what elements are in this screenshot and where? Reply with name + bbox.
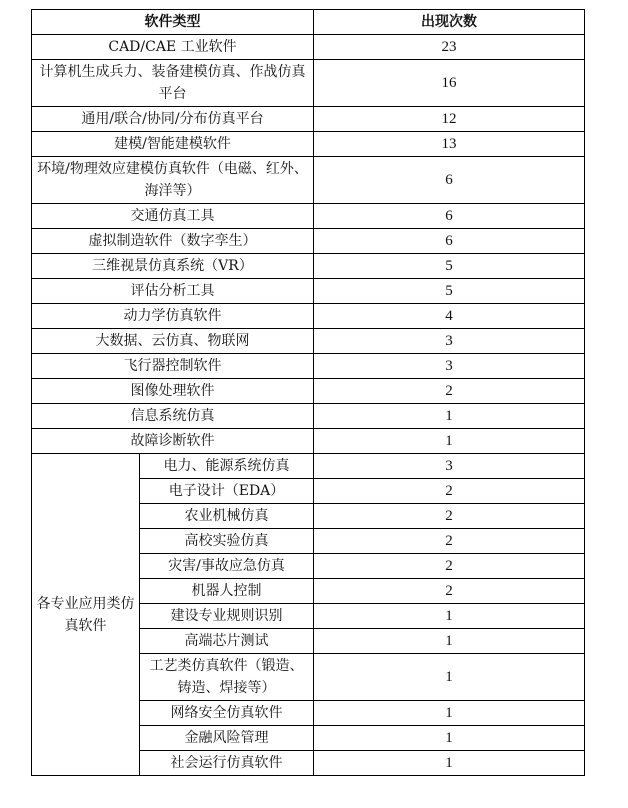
- software-type-cell: 信息系统仿真: [32, 404, 314, 429]
- software-type-cell: 虚拟制造软件（数字孪生）: [32, 229, 314, 254]
- count-cell: 6: [314, 229, 585, 254]
- count-cell: 2: [314, 479, 585, 504]
- software-type-cell: 金融风险管理: [140, 726, 314, 751]
- count-cell: 2: [314, 554, 585, 579]
- table-row: [32, 354, 585, 379]
- software-type-cell: 电子设计（EDA）: [140, 479, 314, 504]
- software-type-cell: 交通仿真工具: [32, 204, 314, 229]
- software-type-cell: 图像处理软件: [32, 379, 314, 404]
- group-label-cell: 各专业应用类仿真软件: [32, 454, 140, 776]
- software-type-cell: 故障诊断软件: [32, 429, 314, 454]
- software-type-cell: 农业机械仿真: [140, 504, 314, 529]
- count-cell: 1: [314, 604, 585, 629]
- software-type-cell: 评估分析工具: [32, 279, 314, 304]
- header-occurrence-count: 出现次数: [314, 10, 585, 35]
- software-type-cell: CAD/CAE 工业软件: [32, 35, 314, 60]
- count-cell: 12: [314, 107, 585, 132]
- software-type-cell: 高端芯片测试: [140, 629, 314, 654]
- count-cell: 2: [314, 379, 585, 404]
- table-row: [32, 107, 585, 132]
- count-cell: 3: [314, 354, 585, 379]
- count-cell: 5: [314, 254, 585, 279]
- software-type-cell: 动力学仿真软件: [32, 304, 314, 329]
- table-row: [32, 279, 585, 304]
- count-cell: 1: [314, 654, 585, 701]
- table-row: [32, 157, 585, 204]
- table-row: [32, 454, 585, 479]
- count-cell: 6: [314, 157, 585, 204]
- count-cell: 1: [314, 701, 585, 726]
- count-cell: 2: [314, 579, 585, 604]
- software-type-cell: 工艺类仿真软件（锻造、铸造、焊接等）: [140, 654, 314, 701]
- count-cell: 16: [314, 60, 585, 107]
- count-cell: 6: [314, 204, 585, 229]
- table-row: [32, 329, 585, 354]
- software-type-cell: 计算机生成兵力、装备建模仿真、作战仿真平台: [32, 60, 314, 107]
- table-row: [32, 304, 585, 329]
- table-row: [32, 204, 585, 229]
- count-cell: 3: [314, 454, 585, 479]
- table-row: [32, 404, 585, 429]
- software-type-cell: 环境/物理效应建模仿真软件（电磁、红外、海洋等）: [32, 157, 314, 204]
- count-cell: 4: [314, 304, 585, 329]
- software-type-cell: 建设专业规则识别: [140, 604, 314, 629]
- software-type-cell: 三维视景仿真系统（VR）: [32, 254, 314, 279]
- count-cell: 1: [314, 726, 585, 751]
- table-row: [32, 254, 585, 279]
- table-row: [32, 132, 585, 157]
- software-type-cell: 社会运行仿真软件: [140, 751, 314, 776]
- software-type-cell: 飞行器控制软件: [32, 354, 314, 379]
- software-type-cell: 网络安全仿真软件: [140, 701, 314, 726]
- software-type-cell: 通用/联合/协同/分布仿真平台: [32, 107, 314, 132]
- table-row: [32, 429, 585, 454]
- count-cell: 2: [314, 529, 585, 554]
- count-cell: 5: [314, 279, 585, 304]
- count-cell: 13: [314, 132, 585, 157]
- table-row: [32, 379, 585, 404]
- count-cell: 2: [314, 504, 585, 529]
- software-type-cell: 高校实验仿真: [140, 529, 314, 554]
- software-type-cell: 电力、能源系统仿真: [140, 454, 314, 479]
- count-cell: 1: [314, 429, 585, 454]
- software-type-cell: 机器人控制: [140, 579, 314, 604]
- count-cell: 3: [314, 329, 585, 354]
- count-cell: 1: [314, 629, 585, 654]
- software-type-cell: 大数据、云仿真、物联网: [32, 329, 314, 354]
- table-row: [32, 35, 585, 60]
- count-cell: 23: [314, 35, 585, 60]
- software-type-cell: 建模/智能建模软件: [32, 132, 314, 157]
- count-cell: 1: [314, 751, 585, 776]
- table-row: [32, 229, 585, 254]
- software-type-table: [31, 9, 585, 776]
- table-row: [32, 60, 585, 107]
- software-type-cell: 灾害/事故应急仿真: [140, 554, 314, 579]
- header-software-type: 软件类型: [32, 10, 314, 35]
- count-cell: 1: [314, 404, 585, 429]
